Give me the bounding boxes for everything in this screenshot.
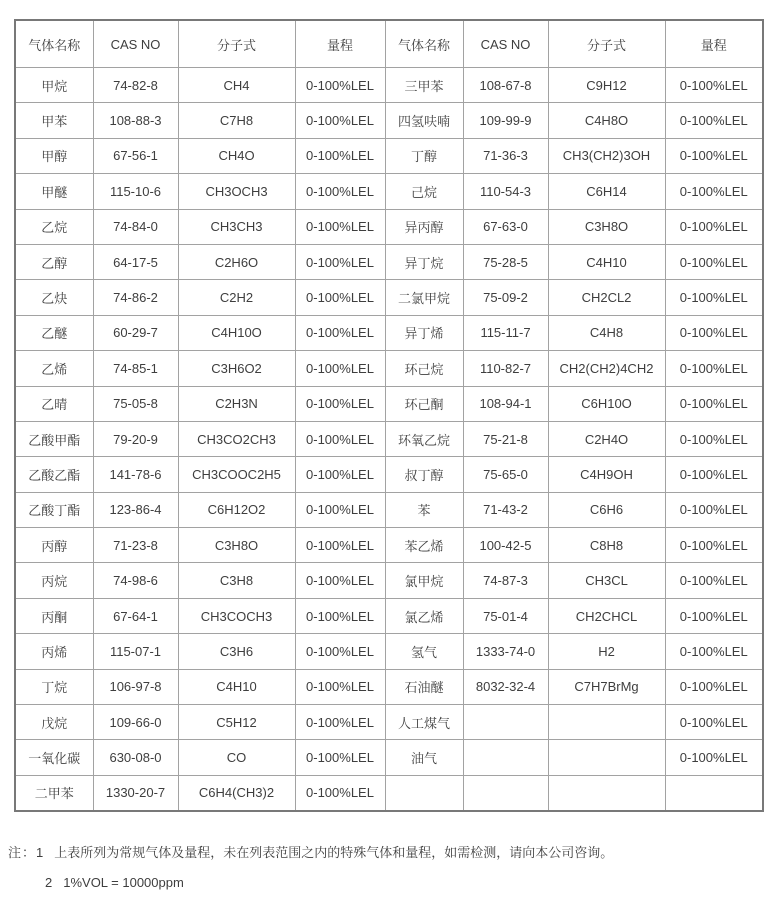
cell-formula: C3H8O <box>548 209 665 244</box>
cell-cas-no: 141-78-6 <box>93 457 178 492</box>
note-label: 注：1 <box>8 845 45 860</box>
cell-gas-name: 丙烯 <box>15 634 93 669</box>
cell-range: 0-100%LEL <box>295 669 385 704</box>
cell-cas-no: 1333-74-0 <box>463 634 548 669</box>
cell-cas-no: 108-94-1 <box>463 386 548 421</box>
cell-formula: C3H6O2 <box>178 351 295 386</box>
cell-range: 0-100%LEL <box>665 174 763 209</box>
table-row <box>15 280 763 315</box>
cell-cas-no: 8032-32-4 <box>463 669 548 704</box>
cell-gas-name: 甲醇 <box>15 138 93 173</box>
cell-cas-no: 74-87-3 <box>463 563 548 598</box>
cell-gas-name: 乙醚 <box>15 315 93 350</box>
cell-gas-name: 环氧乙烷 <box>385 421 463 456</box>
header-gas-name: 气体名称 <box>15 20 93 68</box>
cell-range: 0-100%LEL <box>665 103 763 138</box>
cell-cas-no: 64-17-5 <box>93 244 178 279</box>
table-row <box>15 174 763 209</box>
cell-formula <box>548 705 665 740</box>
cell-cas-no: 74-86-2 <box>93 280 178 315</box>
cell-range <box>665 775 763 810</box>
cell-cas-no: 60-29-7 <box>93 315 178 350</box>
cell-gas-name: 二氯甲烷 <box>385 280 463 315</box>
cell-cas-no: 115-07-1 <box>93 634 178 669</box>
cell-gas-name: 异丁烯 <box>385 315 463 350</box>
cell-gas-name: 人工煤气 <box>385 705 463 740</box>
cell-cas-no: 123-86-4 <box>93 492 178 527</box>
cell-gas-name: 甲烷 <box>15 68 93 103</box>
cell-gas-name: 乙酸丁酯 <box>15 492 93 527</box>
cell-gas-name: 丁烷 <box>15 669 93 704</box>
cell-formula: C6H4(CH3)2 <box>178 775 295 810</box>
cell-gas-name: 乙酸乙酯 <box>15 457 93 492</box>
cell-gas-name: 环己烷 <box>385 351 463 386</box>
cell-range: 0-100%LEL <box>665 598 763 633</box>
cell-formula: C4H10O <box>178 315 295 350</box>
cell-formula: C3H8 <box>178 563 295 598</box>
table-row <box>15 705 763 740</box>
cell-range: 0-100%LEL <box>295 315 385 350</box>
cell-range: 0-100%LEL <box>665 315 763 350</box>
cell-gas-name: 四氢呋喃 <box>385 103 463 138</box>
cell-formula: C2H6O <box>178 244 295 279</box>
cell-range: 0-100%LEL <box>295 103 385 138</box>
cell-range: 0-100%LEL <box>295 598 385 633</box>
table-row <box>15 351 763 386</box>
cell-range: 0-100%LEL <box>295 563 385 598</box>
cell-range: 0-100%LEL <box>665 244 763 279</box>
cell-formula: C8H8 <box>548 528 665 563</box>
table-row <box>15 244 763 279</box>
cell-formula: CH4O <box>178 138 295 173</box>
cell-gas-name: 丙酮 <box>15 598 93 633</box>
cell-gas-name: 叔丁醇 <box>385 457 463 492</box>
cell-cas-no: 75-28-5 <box>463 244 548 279</box>
cell-cas-no: 630-08-0 <box>93 740 178 775</box>
cell-cas-no: 74-84-0 <box>93 209 178 244</box>
cell-range: 0-100%LEL <box>665 68 763 103</box>
cell-range: 0-100%LEL <box>295 280 385 315</box>
cell-cas-no: 74-98-6 <box>93 563 178 598</box>
cell-gas-name: 氯甲烷 <box>385 563 463 598</box>
note-label: 2 <box>45 874 54 890</box>
cell-gas-name: 氢气 <box>385 634 463 669</box>
cell-formula: CH2CL2 <box>548 280 665 315</box>
cell-cas-no: 1330-20-7 <box>93 775 178 810</box>
cell-cas-no: 110-54-3 <box>463 174 548 209</box>
header-row <box>15 20 763 68</box>
cell-formula: C2H4O <box>548 421 665 456</box>
table-row <box>15 740 763 775</box>
cell-gas-name: 一氧化碳 <box>15 740 93 775</box>
cell-range: 0-100%LEL <box>665 457 763 492</box>
cell-cas-no: 106-97-8 <box>93 669 178 704</box>
cell-formula <box>548 775 665 810</box>
cell-gas-name: 苯 <box>385 492 463 527</box>
table-row <box>15 528 763 563</box>
cell-gas-name: 甲醚 <box>15 174 93 209</box>
cell-formula: C6H10O <box>548 386 665 421</box>
cell-formula: C3H6 <box>178 634 295 669</box>
cell-range: 0-100%LEL <box>665 528 763 563</box>
note-text: 1%VOL = 10000ppm <box>63 874 184 890</box>
cell-gas-name: 异丙醇 <box>385 209 463 244</box>
table-row <box>15 315 763 350</box>
cell-cas-no: 67-64-1 <box>93 598 178 633</box>
cell-formula: CO <box>178 740 295 775</box>
cell-formula: C7H7BrMg <box>548 669 665 704</box>
cell-formula <box>548 740 665 775</box>
cell-range: 0-100%LEL <box>295 528 385 563</box>
cell-range: 0-100%LEL <box>665 351 763 386</box>
header-formula: 分子式 <box>178 20 295 68</box>
cell-cas-no: 79-20-9 <box>93 421 178 456</box>
cell-gas-name: 石油醚 <box>385 669 463 704</box>
cell-formula: C6H12O2 <box>178 492 295 527</box>
header-cas-no: CAS NO <box>93 20 178 68</box>
cell-formula: C3H8O <box>178 528 295 563</box>
cell-formula: CH2(CH2)4CH2 <box>548 351 665 386</box>
gas-range-table <box>14 19 764 812</box>
cell-cas-no: 75-09-2 <box>463 280 548 315</box>
cell-formula: CH3COOC2H5 <box>178 457 295 492</box>
table-row <box>15 598 763 633</box>
cell-cas-no: 75-05-8 <box>93 386 178 421</box>
cell-range: 0-100%LEL <box>295 457 385 492</box>
cell-range: 0-100%LEL <box>295 351 385 386</box>
cell-range: 0-100%LEL <box>295 740 385 775</box>
cell-cas-no <box>463 775 548 810</box>
cell-gas-name: 乙醇 <box>15 244 93 279</box>
cell-formula: CH3(CH2)3OH <box>548 138 665 173</box>
cell-range: 0-100%LEL <box>665 421 763 456</box>
cell-formula: H2 <box>548 634 665 669</box>
cell-range: 0-100%LEL <box>665 740 763 775</box>
cell-gas-name: 丙烷 <box>15 563 93 598</box>
cell-gas-name: 己烷 <box>385 174 463 209</box>
cell-range: 0-100%LEL <box>665 386 763 421</box>
cell-cas-no: 71-23-8 <box>93 528 178 563</box>
cell-cas-no: 75-65-0 <box>463 457 548 492</box>
cell-formula: C4H10 <box>548 244 665 279</box>
cell-range: 0-100%LEL <box>295 174 385 209</box>
cell-gas-name: 三甲苯 <box>385 68 463 103</box>
table-row <box>15 386 763 421</box>
table-row <box>15 669 763 704</box>
cell-cas-no: 115-10-6 <box>93 174 178 209</box>
header-gas-name: 气体名称 <box>385 20 463 68</box>
cell-range: 0-100%LEL <box>295 209 385 244</box>
header-formula: 分子式 <box>548 20 665 68</box>
cell-gas-name: 戊烷 <box>15 705 93 740</box>
cell-gas-name: 异丁烷 <box>385 244 463 279</box>
cell-gas-name: 环己酮 <box>385 386 463 421</box>
cell-cas-no: 67-63-0 <box>463 209 548 244</box>
cell-range: 0-100%LEL <box>295 244 385 279</box>
cell-range: 0-100%LEL <box>295 138 385 173</box>
note-text: 上表所列为常规气体及量程，未在列表范围之内的特殊气体和量程，如需检测，请向本公司咨询。 <box>54 845 614 860</box>
cell-cas-no: 67-56-1 <box>93 138 178 173</box>
cell-range: 0-100%LEL <box>295 68 385 103</box>
cell-range: 0-100%LEL <box>295 386 385 421</box>
note-line-1 <box>8 845 613 861</box>
table-row <box>15 775 763 810</box>
cell-cas-no <box>463 705 548 740</box>
cell-cas-no: 109-99-9 <box>463 103 548 138</box>
table-row <box>15 138 763 173</box>
cell-formula: C2H2 <box>178 280 295 315</box>
cell-formula: C4H8 <box>548 315 665 350</box>
cell-cas-no: 71-43-2 <box>463 492 548 527</box>
table-row <box>15 103 763 138</box>
cell-gas-name: 甲苯 <box>15 103 93 138</box>
cell-formula: CH3CL <box>548 563 665 598</box>
cell-formula: CH4 <box>178 68 295 103</box>
cell-range: 0-100%LEL <box>295 775 385 810</box>
cell-gas-name: 氯乙烯 <box>385 598 463 633</box>
cell-range: 0-100%LEL <box>665 209 763 244</box>
cell-formula: C4H8O <box>548 103 665 138</box>
cell-gas-name: 丁醇 <box>385 138 463 173</box>
header-range: 量程 <box>295 20 385 68</box>
note-line-2 <box>45 875 613 891</box>
cell-cas-no: 75-01-4 <box>463 598 548 633</box>
cell-formula: CH2CHCL <box>548 598 665 633</box>
cell-cas-no: 108-67-8 <box>463 68 548 103</box>
cell-range: 0-100%LEL <box>295 634 385 669</box>
header-range: 量程 <box>665 20 763 68</box>
cell-gas-name: 油气 <box>385 740 463 775</box>
cell-gas-name: 丙醇 <box>15 528 93 563</box>
cell-range: 0-100%LEL <box>665 492 763 527</box>
cell-gas-name: 二甲苯 <box>15 775 93 810</box>
table-row <box>15 634 763 669</box>
cell-range: 0-100%LEL <box>295 492 385 527</box>
table-row <box>15 209 763 244</box>
table-row <box>15 421 763 456</box>
cell-gas-name: 乙酸甲酯 <box>15 421 93 456</box>
cell-cas-no: 109-66-0 <box>93 705 178 740</box>
cell-formula: CH3CO2CH3 <box>178 421 295 456</box>
cell-formula: C2H3N <box>178 386 295 421</box>
cell-formula: C6H14 <box>548 174 665 209</box>
cell-formula: CH3CH3 <box>178 209 295 244</box>
cell-formula: C4H9OH <box>548 457 665 492</box>
cell-range: 0-100%LEL <box>665 634 763 669</box>
cell-cas-no: 108-88-3 <box>93 103 178 138</box>
cell-cas-no <box>463 740 548 775</box>
table-row <box>15 68 763 103</box>
cell-cas-no: 110-82-7 <box>463 351 548 386</box>
cell-cas-no: 74-85-1 <box>93 351 178 386</box>
cell-range: 0-100%LEL <box>665 669 763 704</box>
cell-cas-no: 71-36-3 <box>463 138 548 173</box>
cell-range: 0-100%LEL <box>665 280 763 315</box>
cell-cas-no: 100-42-5 <box>463 528 548 563</box>
table-row <box>15 492 763 527</box>
cell-gas-name: 乙烯 <box>15 351 93 386</box>
cell-gas-name: 乙晴 <box>15 386 93 421</box>
cell-formula: CH3OCH3 <box>178 174 295 209</box>
cell-gas-name: 苯乙烯 <box>385 528 463 563</box>
cell-formula: C7H8 <box>178 103 295 138</box>
cell-range: 0-100%LEL <box>295 421 385 456</box>
cell-cas-no: 75-21-8 <box>463 421 548 456</box>
cell-cas-no: 74-82-8 <box>93 68 178 103</box>
cell-gas-name: 乙炔 <box>15 280 93 315</box>
cell-range: 0-100%LEL <box>665 563 763 598</box>
cell-formula: C4H10 <box>178 669 295 704</box>
cell-range: 0-100%LEL <box>665 705 763 740</box>
table-row <box>15 457 763 492</box>
header-cas-no: CAS NO <box>463 20 548 68</box>
cell-cas-no: 115-11-7 <box>463 315 548 350</box>
cell-formula: C6H6 <box>548 492 665 527</box>
cell-gas-name <box>385 775 463 810</box>
cell-formula: CH3COCH3 <box>178 598 295 633</box>
cell-formula: C9H12 <box>548 68 665 103</box>
cell-formula: C5H12 <box>178 705 295 740</box>
cell-gas-name: 乙烷 <box>15 209 93 244</box>
table-row <box>15 563 763 598</box>
cell-range: 0-100%LEL <box>295 705 385 740</box>
footnotes <box>8 845 613 904</box>
cell-range: 0-100%LEL <box>665 138 763 173</box>
